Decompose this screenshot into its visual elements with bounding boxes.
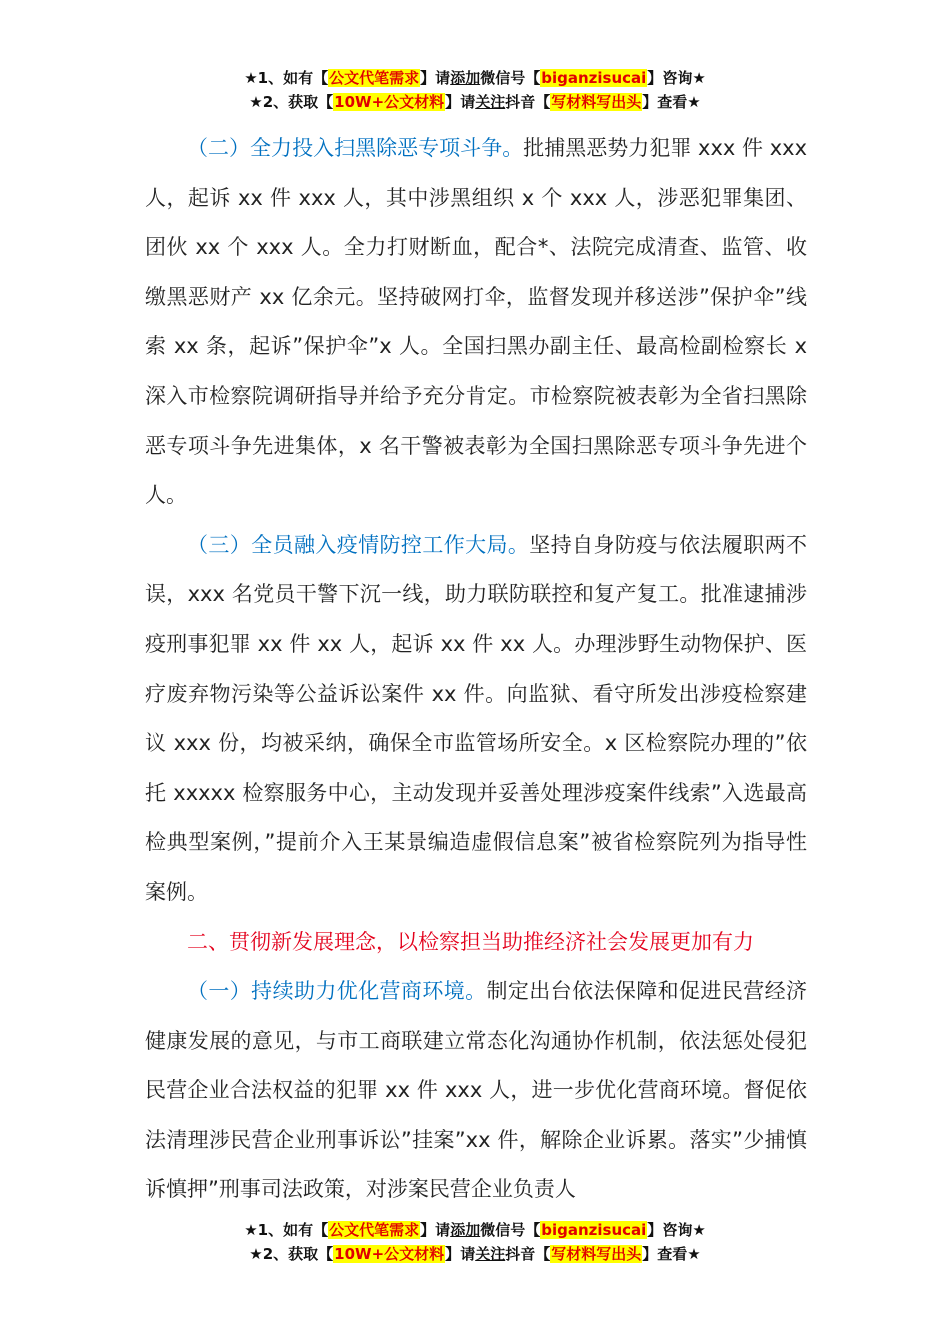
bracket: 【 [318, 1245, 334, 1263]
bracket: 【 [535, 1245, 551, 1263]
promo-text: 请 [460, 1245, 476, 1263]
bracket: 【 [535, 93, 551, 111]
bracket: 【 [525, 1221, 541, 1239]
paragraph-section-2 [145, 124, 807, 521]
highlight-wechat-id: biganzisucai [541, 69, 647, 87]
promo-text: 查看★ [657, 93, 701, 111]
section-body: 坚持自身防疫与依法履职两不误，xxx 名党员干警下沉一线，助力联防联控和复产复工。批准逮捕涉疫刑事犯罪 xx 件 xx 人，起诉 xx 件 xx 人。办理涉野生动物保护、医疗废弃物污染等公益诉讼案件 xx 件。向监狱、看守所发出涉疫检察建议 xxx 份，均被采纳，确保全市监管场所安全。x 区检察院办理的”依托 xxxxx 检察服务中心，主动发现并妥善处理涉疫案件线索”入选最高检典型案例，”提前介入王某景编造虚假信息案”被省检察院列为指导性案例。 [145, 532, 808, 904]
promo-text: 咨询★ [662, 69, 706, 87]
promo-text: 抖音 [505, 1245, 536, 1263]
bracket: 【 [318, 93, 334, 111]
promo-text: ★1、如有 [244, 1221, 314, 1239]
promo-text: 请 [460, 93, 476, 111]
promo-text-underlined: 添加 [450, 1221, 481, 1239]
highlight-materials: 10W+公文材料 [334, 1245, 445, 1263]
highlight-douyin-account: 写材料写出头 [551, 1245, 642, 1263]
promo-line-1 [0, 1218, 950, 1242]
promo-text: 微信号 [480, 1221, 526, 1239]
paragraph-part2-section-1 [145, 967, 807, 1215]
bracket: 【 [313, 69, 329, 87]
bracket: 】 [642, 93, 658, 111]
highlight-materials: 10W+公文材料 [334, 93, 445, 111]
bracket: 】 [445, 1245, 461, 1263]
promo-text: ★2、获取 [249, 93, 319, 111]
promo-text-underlined: 关注 [475, 1245, 506, 1263]
highlight-ghostwriting: 公文代笔需求 [329, 1221, 420, 1239]
section-heading: （三）全员融入疫情防控工作大局。 [187, 532, 530, 557]
part-heading: 二、贯彻新发展理念，以检察担当助推经济社会发展更加有力 [187, 929, 754, 954]
section-heading: （一）持续助力优化营商环境。 [187, 979, 487, 1004]
promo-line-2 [0, 90, 950, 114]
bracket: 】 [647, 69, 663, 87]
section-body: 批捕黑恶势力犯罪 xxx 件 xxx 人，起诉 xx 件 xxx 人，其中涉黑组织 x 个 xxx 人，涉恶犯罪集团、团伙 xx 个 xxx 人。全力打财断血，配合*、法院完成清查、监管、收缴黑恶财产 xx 亿余元。坚持破网打伞，监督发现并移送涉”保护伞”线索 xx 条，起诉”保护伞”x 人。全国扫黑办副主任、最高检副检察长 x 深入市检察院调研指导并给予充分肯定。市检察院被表彰为全省扫黑除恶专项斗争先进集体，x 名干警被表彰为全国扫黑除恶专项斗争先进个人。 [145, 136, 808, 508]
promo-text-underlined: 添加 [450, 69, 481, 87]
section-heading: （二）全力投入扫黑除恶专项斗争。 [187, 136, 524, 160]
bracket: 】 [647, 1221, 663, 1239]
promo-text: 咨询★ [662, 1221, 706, 1239]
highlight-douyin-account: 写材料写出头 [551, 93, 642, 111]
bracket: 】 [420, 69, 436, 87]
paragraph-section-3 [145, 521, 807, 918]
bracket: 【 [313, 1221, 329, 1239]
promo-text: ★1、如有 [244, 69, 314, 87]
bracket: 【 [525, 69, 541, 87]
bracket: 】 [420, 1221, 436, 1239]
promo-text: 请 [435, 1221, 451, 1239]
promo-line-1 [0, 66, 950, 90]
highlight-ghostwriting: 公文代笔需求 [329, 69, 420, 87]
promo-banner-top [0, 66, 950, 114]
promo-text: 查看★ [657, 1245, 701, 1263]
promo-text-underlined: 关注 [475, 93, 506, 111]
highlight-wechat-id: biganzisucai [541, 1221, 647, 1239]
promo-text: ★2、获取 [249, 1245, 319, 1263]
document-body [145, 124, 807, 1215]
promo-text: 抖音 [505, 93, 536, 111]
section-body: 制定出台依法保障和促进民营经济健康发展的意见，与市工商联建立常态化沟通协作机制，依法惩处侵犯民营企业合法权益的犯罪 xx 件 xxx 人，进一步优化营商环境。督促依法清理涉民营企业刑事诉讼”挂案”xx 件，解除企业诉累。落实”少捕慎诉慎押”刑事司法政策，对涉案民营企业负责人 [145, 979, 807, 1202]
promo-banner-bottom [0, 1218, 950, 1266]
bracket: 】 [445, 93, 461, 111]
bracket: 】 [642, 1245, 658, 1263]
promo-line-2 [0, 1242, 950, 1266]
promo-text: 微信号 [480, 69, 526, 87]
promo-text: 请 [435, 69, 451, 87]
